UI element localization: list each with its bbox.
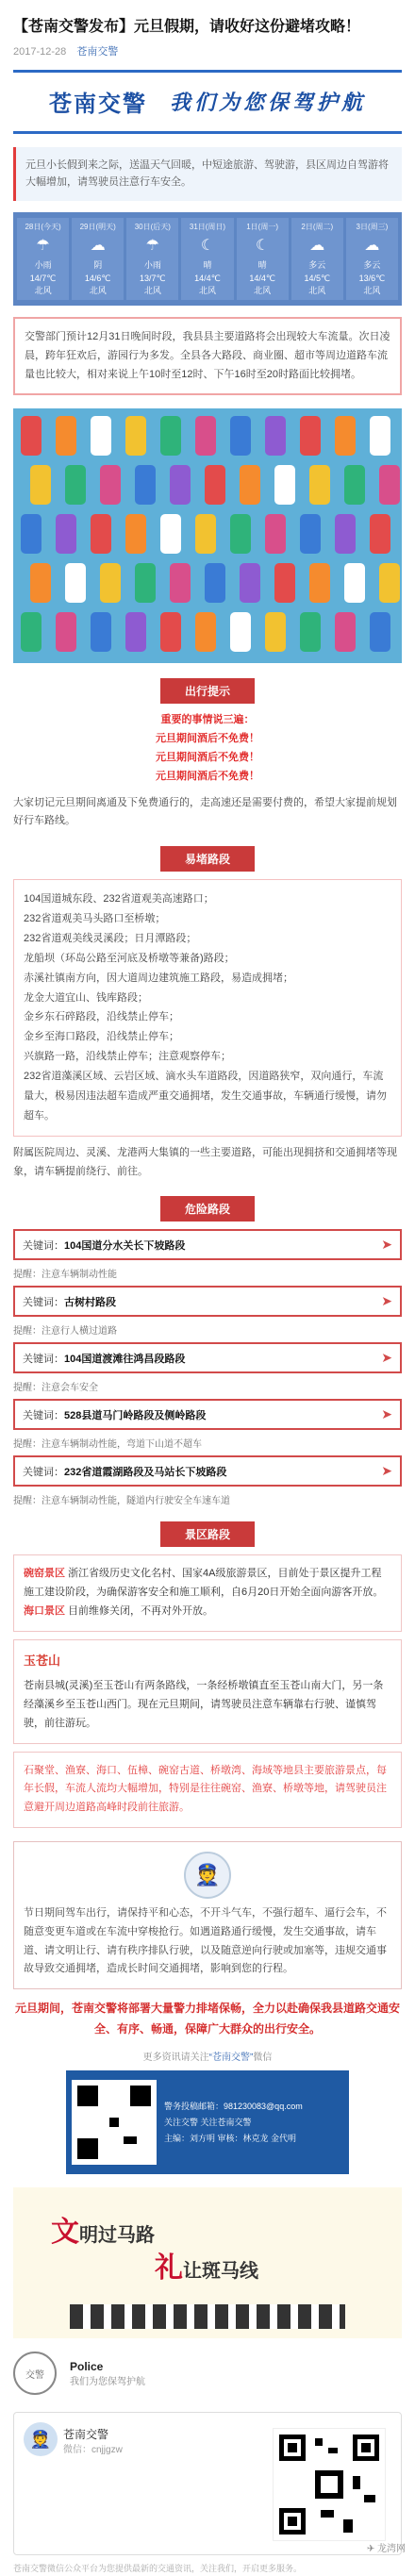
congestion-item: 232省道观美线灵溪段；日月潭路段； — [24, 932, 197, 944]
car-icon — [265, 612, 286, 652]
weather-wind: 北风 — [254, 285, 272, 295]
weather-date: 1日(周一) — [246, 222, 279, 231]
card-name: 苍南交警 — [63, 2428, 109, 2442]
danger-road-row — [13, 1399, 402, 1430]
weather-date: 3日(周三) — [356, 222, 389, 231]
qr-code-icon — [72, 2080, 157, 2165]
weather-wind: 北风 — [198, 285, 216, 295]
wechat-qr-code-icon[interactable] — [273, 2428, 386, 2541]
car-icon — [100, 465, 121, 505]
car-icon — [21, 612, 42, 652]
weather-date: 31日(周日) — [189, 222, 226, 231]
arrow-right-icon: ➤ — [381, 1463, 392, 1479]
weather-temp: 14/7℃ — [29, 273, 57, 283]
car-icon — [56, 514, 76, 554]
contact-line2: 关注交警 关注苍南交警 — [164, 2117, 252, 2127]
red-warning-line: 元旦期间酒后不免费！ — [156, 733, 259, 745]
car-icon — [170, 563, 191, 603]
notice-box: 交警部门预计12月31日晚间时段，我县县主要道路将会出现较大车流量。次日凌晨，跨年狂欢后，游园行为多发。全县各大路段、商业圈、超市等周边道路车流量也比较大，相对来说上午10时至12时、下午16时至20时路面比较拥堵。 — [13, 317, 402, 395]
congestion-paragraph: 附属医院周边、灵溪、龙港两大集镇的一些主要道路，可能出现拥挤和交通拥堵等现象，请车辆提前绕行、前往。 — [13, 1146, 397, 1177]
car-icon — [195, 416, 216, 456]
red-warning-line: 元旦期间酒后不免费！ — [156, 751, 259, 763]
police-note-text: 节日期间驾车出行，请保持平和心态，不开斗气车，不强行超车、逼行会车，不随意变更车道或在车流中穿梭抢行。如遇道路通行缓慢，发生交通事故，请车道、请文明让行、请有秩序排队行驶，以及随意逆向行驶或加塞等，违规交通事故导致交通拥堵，造成长时间交通拥堵，影响到您的行程。 — [24, 1906, 387, 1975]
car-icon — [170, 465, 191, 505]
tourist-text: 石聚堂、渔寮、海口、伍樟、碗窑古道、桥墩湾、海域等地县主要旅游景点，每年长假，车流人流均大幅增加，特别是往往碗窑、渔寮、桥墩等地，请驾驶员注意避开周边道路高峰时段前往旅游。 — [24, 1764, 387, 1814]
car-icon — [160, 612, 181, 652]
weather-day — [72, 218, 124, 300]
danger-road-row — [13, 1229, 402, 1260]
weather-temp: 13/7℃ — [140, 273, 166, 283]
publish-date: 2017-12-28 — [13, 45, 67, 58]
car-icon — [240, 563, 260, 603]
car-icon — [230, 514, 251, 554]
car-icon — [335, 416, 356, 456]
car-icon — [100, 563, 121, 603]
weather-day — [181, 218, 233, 300]
car-icon — [21, 416, 42, 456]
congestion-item: 赤溪社镇南方向，因大道周边建筑施工路段，易造成拥堵； — [24, 972, 293, 984]
congestion-item: 232省道观美马头路口至桥墩； — [24, 913, 166, 925]
police-badge-icon: 交警 — [13, 2352, 57, 2395]
car-icon — [240, 465, 260, 505]
follow-prefix: 更多资讯请关注 — [142, 2052, 209, 2064]
car-icon — [91, 514, 111, 554]
slogan-line2: 礼让斑马线 — [155, 2252, 258, 2285]
moon-icon: ☾ — [200, 237, 215, 254]
section-head-danger: 危险路段 — [160, 1196, 255, 1222]
wechat-card[interactable] — [13, 2412, 402, 2555]
car-icon — [56, 416, 76, 456]
car-icon — [274, 465, 295, 505]
cloud-icon: ☁ — [309, 237, 325, 254]
scenic-name: 碗窑景区 — [24, 1568, 65, 1580]
footnote-text: 苍南交警微信公众平台为您提供最新的交通资讯，关注我们，开启更多服务。 — [13, 2564, 303, 2574]
weather-day — [126, 218, 178, 300]
tourist-box — [13, 1752, 402, 1828]
cloud-icon: ☁ — [364, 237, 380, 254]
weather-day — [291, 218, 343, 300]
car-icon — [30, 563, 51, 603]
section-head-trip: 出行提示 — [160, 678, 255, 704]
card-id: 微信：cnjjgzw — [63, 2445, 123, 2456]
car-icon — [160, 514, 181, 554]
police-note-box — [13, 1841, 402, 1989]
car-icon — [370, 514, 390, 554]
weather-wind: 北风 — [363, 285, 381, 295]
intro-paragraph: 元旦小长假到来之际，送温天气回暖，中短途旅游、驾驶游，县区周边自驾游将大幅增加，请驾驶员注意行车安全。 — [13, 147, 402, 201]
car-icon — [379, 563, 400, 603]
police-brand-title: Police — [70, 2359, 104, 2373]
weather-day — [237, 218, 289, 300]
car-icon — [230, 416, 251, 456]
car-icon — [274, 563, 295, 603]
weather-day — [346, 218, 398, 300]
danger-tip: 提醒：注意行人横过道路 — [13, 1326, 117, 1338]
scenic-box — [13, 1554, 402, 1631]
weather-temp: 13/6℃ — [358, 273, 386, 283]
weather-forecast — [13, 212, 402, 306]
danger-tip: 提醒：注意会车安全 — [13, 1383, 98, 1394]
contact-card — [66, 2070, 349, 2174]
car-icon — [300, 612, 321, 652]
weather-wind: 北风 — [34, 285, 52, 295]
arrow-right-icon: ➤ — [381, 1237, 392, 1253]
weather-temp: 14/4℃ — [194, 273, 221, 283]
car-icon — [135, 563, 156, 603]
car-icon — [135, 465, 156, 505]
zebra-crossing — [70, 2304, 345, 2329]
car-icon — [205, 563, 225, 603]
danger-label: 关键词：104国道渡滩往鸿昌段路段 — [23, 1353, 186, 1365]
weather-cond: 多云 — [308, 259, 326, 270]
slogan-illustration — [13, 2187, 402, 2338]
car-icon — [160, 416, 181, 456]
weather-date: 28日(今天) — [25, 222, 61, 231]
weather-cond: 多云 — [363, 259, 381, 270]
danger-tip: 提醒：注意车辆制动性能，弯道下山道不超车 — [13, 1439, 202, 1451]
arrow-right-icon: ➤ — [381, 1406, 392, 1422]
account-avatar-icon: 👮 — [24, 2422, 58, 2456]
car-icon — [56, 612, 76, 652]
mountain-box — [13, 1639, 402, 1744]
car-icon — [91, 416, 111, 456]
congestion-item: 104国道城东段、232省道观美高速路口； — [24, 893, 214, 906]
weather-date: 2日(周二) — [301, 222, 334, 231]
weather-day — [17, 218, 69, 300]
car-icon — [379, 465, 400, 505]
traffic-jam-illustration — [13, 408, 402, 663]
closing-statement: 元旦期间，苍南交警将部署大量警力排堵保畅，全力以赴确保我县道路交通安全、有序、畅通，保障广大群众的出行安全。 — [14, 2002, 400, 2036]
congestion-item: 232省道藻溪区域、云岩区域、滴水头车道路段，因道路狭窄，双向通行，车流量大，极易因违法超车造成严重交通拥堵，发生交通事故，车辆通行缓慢，请勿超车。 — [24, 1071, 387, 1122]
weather-date: 29日(明天) — [79, 222, 116, 231]
car-icon — [21, 514, 42, 554]
car-icon — [370, 416, 390, 456]
mountain-title: 玉苍山 — [24, 1653, 61, 1668]
rain-icon: ☂ — [145, 237, 160, 254]
car-icon — [309, 465, 330, 505]
weather-temp: 14/4℃ — [249, 273, 275, 283]
weather-cond: 小雨 — [34, 259, 52, 270]
danger-tip: 提醒：注意车辆制动性能 — [13, 1270, 117, 1281]
scenic-name: 海口景区 — [24, 1605, 65, 1618]
car-icon — [125, 612, 146, 652]
car-icon — [205, 465, 225, 505]
danger-label: 关键词：古树村路段 — [23, 1296, 116, 1308]
weather-wind: 北风 — [89, 285, 107, 295]
car-icon — [344, 465, 365, 505]
car-icon — [335, 514, 356, 554]
congestion-item: 兴旗路一路，沿线禁止停车；注意观察停车； — [24, 1051, 231, 1063]
car-icon — [125, 416, 146, 456]
mountain-text: 苍南县城(灵溪)至玉苍山有两条路线，一条经桥墩镇直至玉苍山南大门，另一条经藻溪乡至玉苍山西门。现在元旦期间，请驾驶员注意车辆靠右行驶、谨慎驾驶，前往游玩。 — [24, 1680, 384, 1729]
trip-paragraph: 大家切记元旦期间离通及下免费通行的，走高速还是需要付费的，希望大家提前规划好行车路线。 — [13, 796, 397, 827]
weather-temp: 14/6℃ — [84, 273, 111, 283]
red-warning-line: 重要的事情说三遍： — [160, 714, 255, 726]
car-icon — [30, 465, 51, 505]
car-icon — [309, 563, 330, 603]
car-icon — [370, 612, 390, 652]
car-icon — [300, 514, 321, 554]
congestion-item: 金乡至海口路段，沿线禁止停车； — [24, 1031, 179, 1043]
scenic-item — [24, 1565, 391, 1603]
car-icon — [195, 612, 216, 652]
danger-road-row — [13, 1455, 402, 1487]
congestion-item: 龙金大道宜山、钱库路段； — [24, 991, 148, 1004]
contact-line1: 警务投稿邮箱：981230083@qq.com — [164, 2101, 303, 2111]
weather-cond: 小雨 — [143, 259, 161, 270]
banner-right-text: 我们为您保驾护航 — [169, 91, 366, 116]
scenic-text: 浙江省级历史文化名村、国家4A级旅游景区，目前处于景区提升工程施工建设阶段，为确保游客安全和施工顺利，自6月20日开始全面向游客开放。 — [24, 1568, 384, 1599]
car-icon — [265, 514, 286, 554]
article-meta — [0, 43, 415, 70]
account-link[interactable]: 苍南交警 — [76, 45, 119, 58]
car-icon — [125, 514, 146, 554]
danger-label: 关键词：232省道霞湖路段及马站长下坡路段 — [23, 1466, 227, 1478]
congestion-list — [13, 879, 402, 1137]
danger-label: 关键词：104国道分水关长下坡路段 — [23, 1239, 186, 1252]
red-warning-line: 元旦期间酒后不免费！ — [156, 770, 259, 782]
weather-date: 30日(后天) — [134, 222, 171, 231]
header-banner — [13, 70, 402, 134]
car-icon — [335, 612, 356, 652]
watermark: ✈ 龙湾网 — [366, 2544, 406, 2554]
police-brand — [13, 2352, 402, 2395]
weather-cond: 阴 — [93, 259, 103, 270]
arrow-right-icon: ➤ — [381, 1350, 392, 1366]
car-icon — [195, 514, 216, 554]
weather-wind: 北风 — [308, 285, 326, 295]
weather-cond: 晴 — [203, 259, 212, 270]
danger-road-row — [13, 1286, 402, 1317]
scenic-text: 目前维修关闭，不再对外开放。 — [68, 1605, 214, 1618]
cloud-icon: ☁ — [90, 237, 106, 254]
congestion-item: 龙船坝（环岛公路至河底及桥墩等兼备)路段； — [24, 952, 235, 964]
moon-icon: ☾ — [255, 237, 270, 254]
congestion-item: 金乡东石碎路段，沿线禁止停车； — [24, 1011, 179, 1023]
weather-wind: 北风 — [143, 285, 161, 295]
rain-icon: ☂ — [36, 237, 50, 254]
weather-cond: 晴 — [257, 259, 267, 270]
police-brand-sub: 我们为您保驾护航 — [70, 2376, 145, 2387]
car-icon — [230, 612, 251, 652]
contact-line3: 主编：刘方明 审核：林克龙 金代明 — [164, 2133, 297, 2143]
follow-suffix: 微信 — [253, 2052, 273, 2064]
car-icon — [265, 416, 286, 456]
section-head-congestion: 易堵路段 — [160, 846, 255, 872]
slogan-line1: 文明过马路 — [51, 2217, 155, 2249]
arrow-right-icon: ➤ — [381, 1293, 392, 1309]
car-icon — [65, 563, 86, 603]
scenic-item — [24, 1603, 391, 1621]
section-head-scenic: 景区路段 — [160, 1521, 255, 1547]
weather-temp: 14/5℃ — [304, 273, 331, 283]
danger-tip: 提醒：注意车辆制动性能，隧道内行驶安全车速车道 — [13, 1496, 230, 1507]
follow-line — [0, 2049, 415, 2063]
car-icon — [91, 612, 111, 652]
banner-left-text: 苍南交警 — [48, 90, 147, 118]
article-title: 【苍南交警发布】元旦假期，请收好这份避堵攻略！ — [13, 19, 361, 35]
follow-account[interactable]: “苍南交警” — [208, 2052, 254, 2064]
danger-road-row — [13, 1342, 402, 1373]
danger-label: 关键词：528县道马门岭路段及侧岭路段 — [23, 1409, 207, 1421]
car-icon — [344, 563, 365, 603]
police-avatar-icon: 👮 — [184, 1852, 231, 1899]
red-warning-block — [0, 711, 415, 786]
car-icon — [65, 465, 86, 505]
car-icon — [300, 416, 321, 456]
danger-list — [0, 1229, 415, 1506]
